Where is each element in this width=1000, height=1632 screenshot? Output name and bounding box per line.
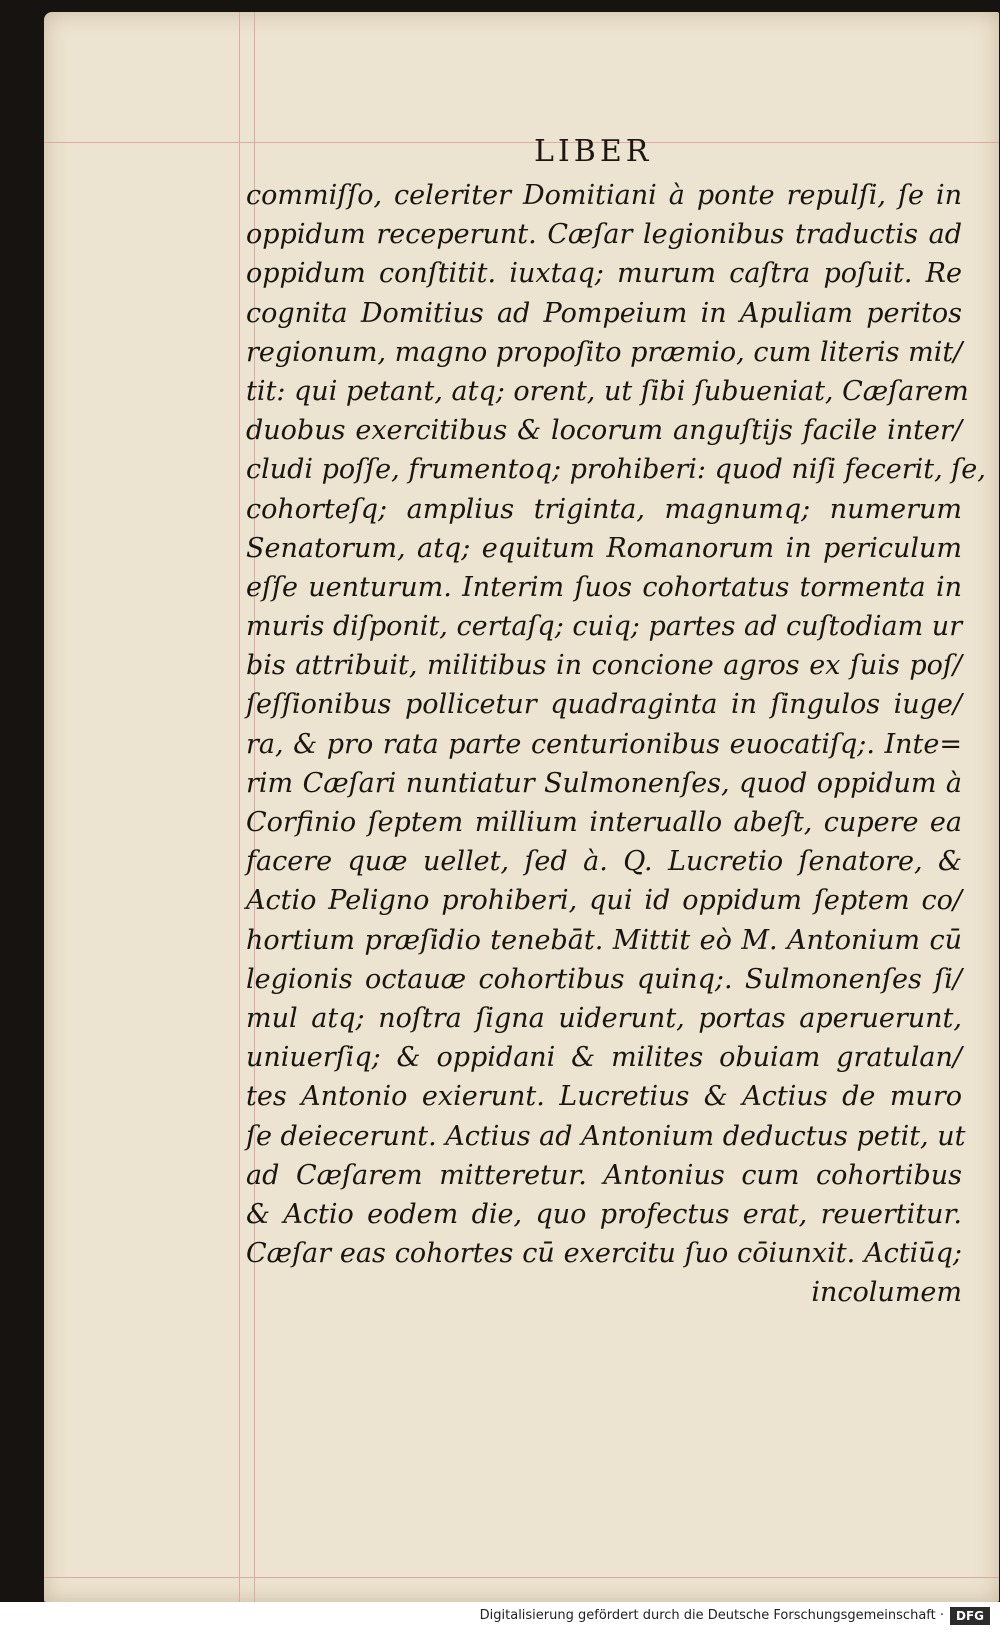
text-line: hortium præſidio tenebāt. Mittit eò M. Antonium cū (246, 924, 962, 956)
text-line: tes Antonio exierunt. Lucretius & Actius de muro (246, 1081, 962, 1113)
text-line: commiſſo, celeriter Domitiani à ponte repulſi, ſe in (246, 180, 962, 211)
text-line: tit: qui petant, atq; orent, ut ſibi ſubueniat, Cæſarem (246, 375, 969, 407)
text-line: oppidum conſtitit. iuxtaq; murum caſtra poſuit. Re (246, 258, 962, 290)
text-line: legionis octauæ cohortibus quinq;. Sulmonenſes ſi/ (246, 963, 962, 995)
text-line: rim Cæſari nuntiatur Sulmonenſes, quod oppidum à (246, 767, 962, 799)
running-head: LIBER (534, 134, 653, 169)
text-line: ſeſſionibus pollicetur quadraginta in ſingulos iuge/ (246, 689, 962, 721)
text-line: ad Cæſarem mitteretur. Antonius cum cohortibus (246, 1159, 962, 1191)
text-line: facere quæ uellet, ſed à. Q. Lucretio ſenatore, & (246, 846, 962, 878)
text-line: duobus exercitibus & locorum anguſtijs facile inter/ (246, 415, 962, 447)
footer-bar (0, 1602, 1000, 1632)
text-line: Actio Peligno prohiberi, qui id oppidum ſeptem co/ (246, 885, 962, 917)
text-line: uniuerſiq; & oppidani & milites obuiam gratulan/ (246, 1042, 962, 1074)
dfg-logo: DFG (950, 1607, 990, 1625)
book-page (44, 12, 999, 1602)
ruled-footer-line (44, 1577, 999, 1578)
text-line: regionum, magno propoſito præmio, cum literis mit/ (246, 336, 963, 368)
ruled-header-line (44, 142, 999, 143)
text-line: & Actio eodem die, quo profectus erat, reuertitur. (246, 1198, 962, 1230)
text-line: ra, & pro rata parte centurionibus euocatiſq;. Inte= (246, 728, 962, 760)
catchword: incolumem (811, 1277, 962, 1309)
text-line: Corfinio ſeptem millium interuallo abeſt, cupere ea (246, 807, 962, 838)
ruled-margin-line (239, 12, 240, 1602)
text-line: cludi poſſe, frumentoq; prohiberi: quod niſi fecerit, ſe, (246, 454, 986, 486)
text-line: Cæſar eas cohortes cū exercitu ſuo cōiunxit. Actiūq; (246, 1238, 962, 1270)
text-block (246, 176, 986, 1312)
text-line: oppidum receperunt. Cæſar legionibus traductis ad (246, 219, 962, 251)
text-line: eſſe uenturum. Interim ſuos cohortatus tormenta in (246, 571, 962, 603)
text-line: cognita Domitius ad Pompeium in Apuliam peritos (246, 297, 962, 329)
text-line: bis attribuit, militibus in concione agros ex ſuis poſ/ (246, 650, 962, 682)
text-line: Senatorum, atq; equitum Romanorum in periculum (246, 532, 962, 564)
text-line: mul atq; noſtra ſigna uiderunt, portas aperuerunt, (246, 1002, 962, 1034)
funding-notice: Digitalisierung gefördert durch die Deutsche Forschungsgemeinschaft · (479, 1608, 944, 1623)
text-line: muris diſponit, certaſq; cuiq; partes ad cuſtodiam ur (246, 611, 963, 643)
text-line: ſe deiecerunt. Actius ad Antonium deductus petit, ut (246, 1120, 966, 1152)
text-line: cohorteſq; amplius triginta, magnumq; numerum (246, 493, 962, 525)
